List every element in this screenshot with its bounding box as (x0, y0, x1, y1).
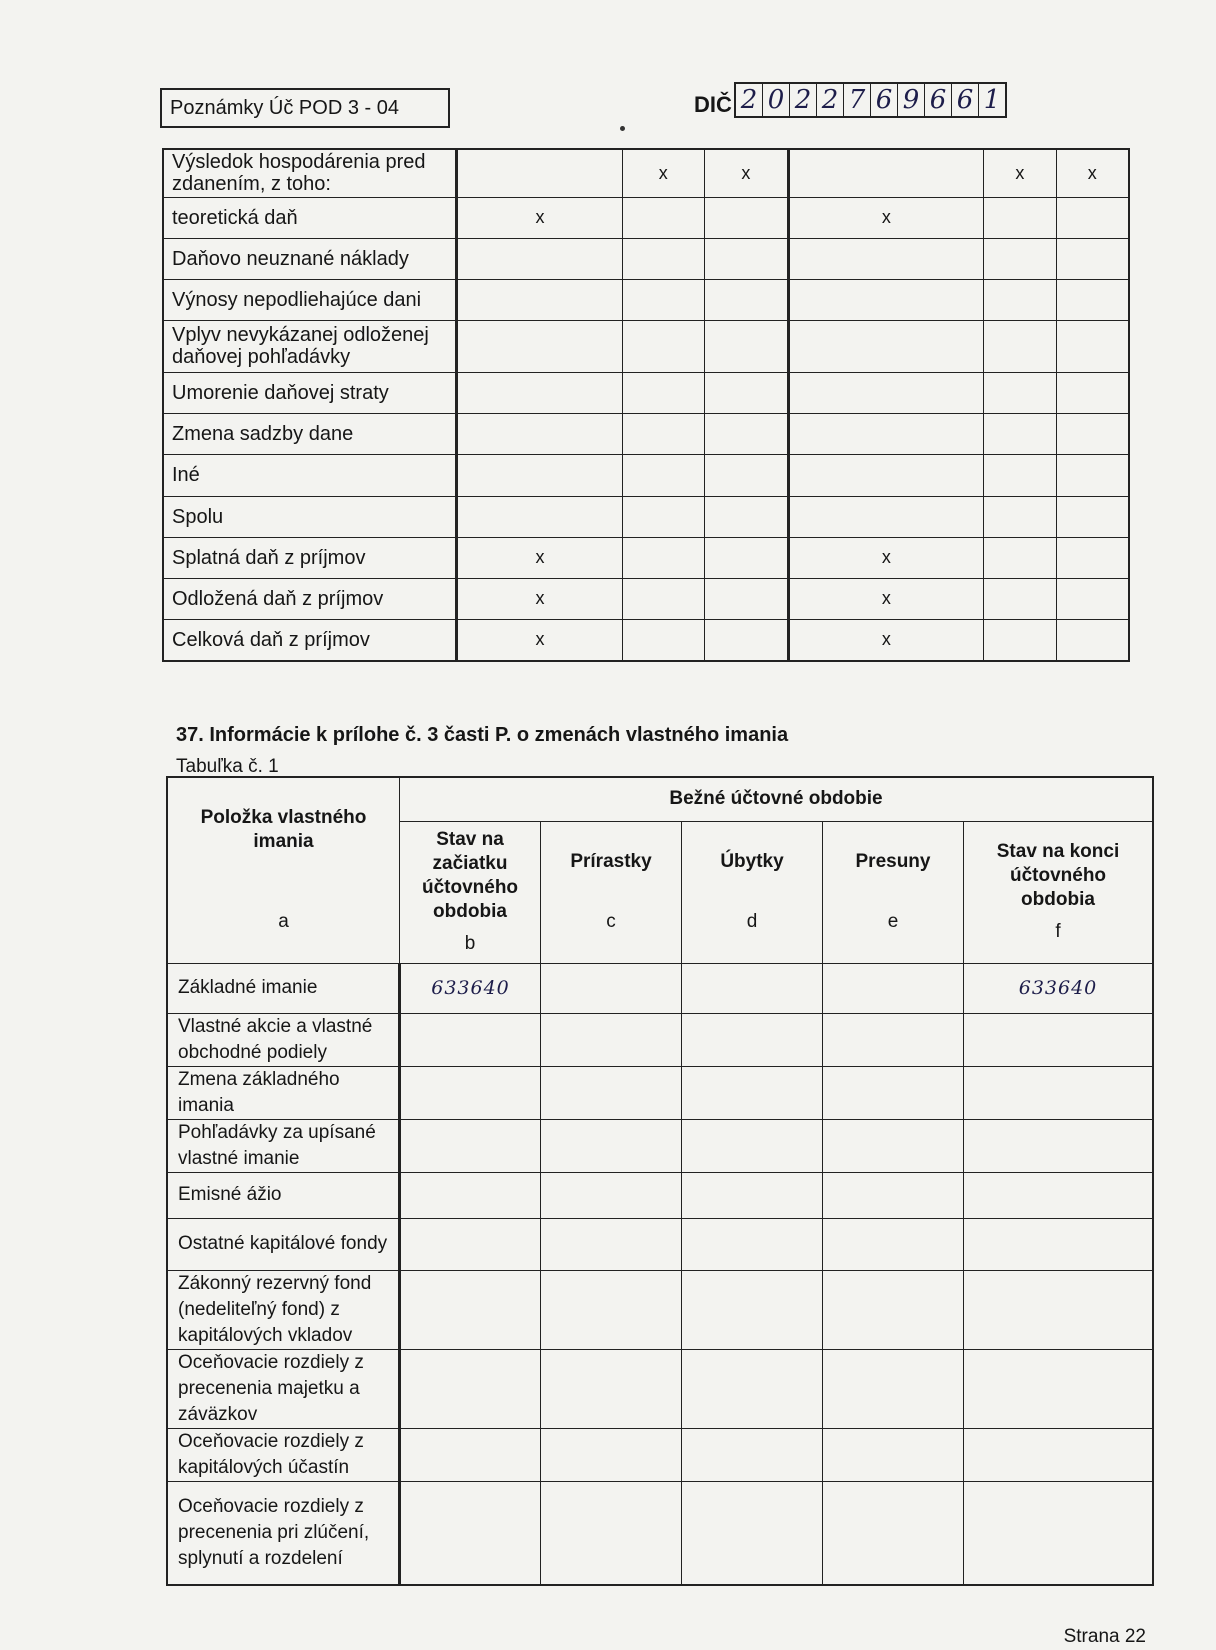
col-header-end: Stav na konci účtovného obdobia f (964, 821, 1154, 963)
table-cell (984, 197, 1056, 238)
cell-f: 633640 (964, 963, 1154, 1013)
stray-mark (620, 126, 625, 131)
table-cell (622, 537, 705, 578)
table-cell: x (457, 619, 622, 661)
cell-c (541, 1349, 682, 1428)
table-cell (984, 619, 1056, 661)
dic-digit: 1 (983, 85, 1001, 115)
cell-f (964, 1066, 1154, 1119)
table-row (163, 238, 1129, 279)
equity-item-label: Pohľadávky za upísané vlastné imanie (167, 1119, 400, 1172)
table-cell (1056, 413, 1129, 454)
table-cell (788, 372, 984, 413)
table-cell (622, 372, 705, 413)
table-cell (622, 619, 705, 661)
col-header-start: Stav na začiatku účtovného obdobia b (400, 821, 541, 963)
row-label: Spolu (163, 496, 457, 537)
cell-d (682, 1066, 823, 1119)
cell-f (964, 1172, 1154, 1218)
equity-item-label: Oceňovacie rozdiely z kapitálových účastín (167, 1428, 400, 1481)
table-cell: x (705, 149, 789, 197)
table-cell (622, 454, 705, 496)
table-cell (788, 238, 984, 279)
cell-b (400, 1428, 541, 1481)
cell-e (823, 1172, 964, 1218)
cell-f (964, 1013, 1154, 1066)
col-header-item: Položka vlastného imania a (167, 777, 400, 963)
cell-c (541, 963, 682, 1013)
table-cell (622, 197, 705, 238)
row-label: Splatná daň z príjmov (163, 537, 457, 578)
page-number: Strana 22 (1063, 1626, 1146, 1647)
table-cell (984, 454, 1056, 496)
equity-item-label: Oceňovacie rozdiely z precenenia majetku a záväzkov (167, 1349, 400, 1428)
table-cell (1056, 197, 1129, 238)
col-letter-a: a (278, 911, 289, 933)
table-row (167, 1428, 1153, 1481)
dic-digit: 2 (790, 84, 817, 116)
table-cell (622, 279, 705, 320)
col-header-transfers: Presuny e (823, 821, 964, 963)
row-label: Umorenie daňovej straty (163, 372, 457, 413)
cell-c (541, 1481, 682, 1585)
dic-label: DIČ (694, 92, 732, 117)
table-label: Tabuľka č. 1 (176, 756, 279, 777)
table-cell: x (788, 619, 984, 661)
table-row (163, 537, 1129, 578)
table-cell (457, 238, 622, 279)
cell-f (964, 1119, 1154, 1172)
dic-digit: 2 (736, 84, 763, 116)
row-label: Iné (163, 454, 457, 496)
cell-c (541, 1013, 682, 1066)
cell-e (823, 1066, 964, 1119)
table-cell (1056, 372, 1129, 413)
row-label: Celková daň z príjmov (163, 619, 457, 661)
row-label: Vplyv nevykázanej odloženej daňovej pohľadávky (163, 320, 457, 372)
table-cell (457, 496, 622, 537)
cell-c (541, 1119, 682, 1172)
cell-d (682, 963, 823, 1013)
equity-item-label: Základné imanie (167, 963, 400, 1013)
table-cell (1056, 578, 1129, 619)
col-header-decreases: Úbytky d (682, 821, 823, 963)
table-cell: x (788, 578, 984, 619)
table-row (163, 279, 1129, 320)
cell-e (823, 1349, 964, 1428)
table-row (163, 578, 1129, 619)
cell-d (682, 1481, 823, 1585)
table-cell (705, 279, 789, 320)
dic-digit: 9 (898, 84, 925, 116)
table-cell (984, 238, 1056, 279)
cell-b (400, 1481, 541, 1585)
table-row (167, 1013, 1153, 1066)
row-label: Daňovo neuznané náklady (163, 238, 457, 279)
dic-digit: 7 (844, 84, 871, 116)
row-label: Výsledok hospodárenia pred zdanením, z toho: (163, 149, 457, 197)
table-cell (705, 238, 789, 279)
cell-b (400, 1119, 541, 1172)
cell-f (964, 1270, 1154, 1349)
table-row (163, 320, 1129, 372)
table-cell (705, 537, 789, 578)
table-cell (705, 454, 789, 496)
table-cell: x (457, 537, 622, 578)
col-letter-c: c (606, 911, 616, 932)
table-row (163, 619, 1129, 661)
cell-c (541, 1066, 682, 1119)
table-cell (984, 320, 1056, 372)
table-cell (984, 413, 1056, 454)
table-cell: x (984, 149, 1056, 197)
table-cell (622, 578, 705, 619)
table-cell (984, 537, 1056, 578)
table-cell: x (1056, 149, 1129, 197)
table-row (163, 372, 1129, 413)
table-cell (788, 279, 984, 320)
row-label: Výnosy nepodliehajúce dani (163, 279, 457, 320)
cell-b (400, 1013, 541, 1066)
table-cell (1056, 320, 1129, 372)
table-cell (984, 279, 1056, 320)
cell-f (964, 1218, 1154, 1270)
table-cell (457, 454, 622, 496)
table-row (163, 413, 1129, 454)
table-cell (984, 578, 1056, 619)
cell-d (682, 1428, 823, 1481)
cell-e (823, 1218, 964, 1270)
col-letter-f: f (1055, 921, 1061, 942)
table-cell (457, 320, 622, 372)
table-cell (622, 413, 705, 454)
cell-e (823, 1481, 964, 1585)
table-cell (457, 279, 622, 320)
cell-f (964, 1481, 1154, 1585)
table-cell (457, 372, 622, 413)
table-row (163, 496, 1129, 537)
table-cell (1056, 279, 1129, 320)
table-row (167, 1119, 1153, 1172)
table-row (163, 149, 1129, 197)
cell-c (541, 1172, 682, 1218)
dic-digit: 6 (871, 84, 898, 116)
table-row (167, 1218, 1153, 1270)
col-letter-d: d (746, 911, 758, 932)
equity-item-label: Zmena základného imania (167, 1066, 400, 1119)
cell-d (682, 1119, 823, 1172)
cell-d (682, 1013, 823, 1066)
table-cell (788, 454, 984, 496)
dic-digit: 0 (763, 84, 790, 116)
cell-b: 633640 (400, 963, 541, 1013)
table-row (167, 963, 1153, 1013)
equity-item-label: Vlastné akcie a vlastné obchodné podiely (167, 1013, 400, 1066)
table-row (167, 1066, 1153, 1119)
tax-reconciliation-table (162, 148, 1130, 662)
col-header-additions: Prírastky c (541, 821, 682, 963)
table-cell (1056, 619, 1129, 661)
table-cell: x (622, 149, 705, 197)
table-cell (622, 496, 705, 537)
col-letter-b: b (464, 933, 476, 954)
row-label: Zmena sadzby dane (163, 413, 457, 454)
table-row (167, 1270, 1153, 1349)
table-cell: x (788, 537, 984, 578)
cell-b (400, 1270, 541, 1349)
table-cell (1056, 537, 1129, 578)
cell-e (823, 963, 964, 1013)
cell-e (823, 1428, 964, 1481)
form-label: Poznámky Úč POD 3 - 04 (160, 88, 450, 128)
equity-changes-table (166, 776, 1154, 1586)
table-row (167, 1349, 1153, 1428)
cell-e (823, 1119, 964, 1172)
cell-d (682, 1172, 823, 1218)
table-cell (457, 149, 622, 197)
cell-b (400, 1218, 541, 1270)
dic-digit: 6 (925, 84, 952, 116)
table-cell (788, 413, 984, 454)
cell-c (541, 1270, 682, 1349)
col-letter-e: e (887, 911, 899, 932)
table-cell (788, 149, 984, 197)
table-row (163, 197, 1129, 238)
cell-d (682, 1270, 823, 1349)
table-cell: x (788, 197, 984, 238)
table-cell (705, 372, 789, 413)
row-label: teoretická daň (163, 197, 457, 238)
table-cell (984, 496, 1056, 537)
cell-b (400, 1172, 541, 1218)
col-header-period: Bežné účtovné obdobie (400, 777, 1154, 821)
table-cell (705, 578, 789, 619)
cell-d (682, 1349, 823, 1428)
table-cell (1056, 238, 1129, 279)
equity-item-label: Zákonný rezervný fond (nedeliteľný fond) z kapitálových vkladov (167, 1270, 400, 1349)
equity-item-label: Oceňovacie rozdiely z precenenia pri zlúčení, splynutí a rozdelení (167, 1481, 400, 1585)
cell-d (682, 1218, 823, 1270)
table-cell (1056, 454, 1129, 496)
cell-f (964, 1349, 1154, 1428)
table-cell (705, 496, 789, 537)
cell-b (400, 1349, 541, 1428)
dic-digit: 6 (952, 84, 979, 116)
table-row (167, 1172, 1153, 1218)
table-cell: x (457, 578, 622, 619)
section-title: 37. Informácie k prílohe č. 3 časti P. o zmenách vlastného imania (176, 724, 789, 746)
dic-digit: 2 (817, 84, 844, 116)
table-cell (457, 413, 622, 454)
table-cell (705, 197, 789, 238)
table-cell (705, 413, 789, 454)
cell-b (400, 1066, 541, 1119)
cell-c (541, 1428, 682, 1481)
cell-e (823, 1270, 964, 1349)
table-cell (1056, 496, 1129, 537)
table-cell (705, 619, 789, 661)
cell-e (823, 1013, 964, 1066)
table-cell (705, 320, 789, 372)
table-cell: x (457, 197, 622, 238)
row-label: Odložená daň z príjmov (163, 578, 457, 619)
equity-item-label: Emisné ážio (167, 1172, 400, 1218)
table-cell (622, 238, 705, 279)
table-cell (788, 496, 984, 537)
cell-c (541, 1218, 682, 1270)
table-cell (622, 320, 705, 372)
table-cell (984, 372, 1056, 413)
equity-item-label: Ostatné kapitálové fondy (167, 1218, 400, 1270)
table-row (167, 1481, 1153, 1585)
dic-digit-boxes (734, 82, 1007, 118)
cell-f (964, 1428, 1154, 1481)
table-row (163, 454, 1129, 496)
table-cell (788, 320, 984, 372)
